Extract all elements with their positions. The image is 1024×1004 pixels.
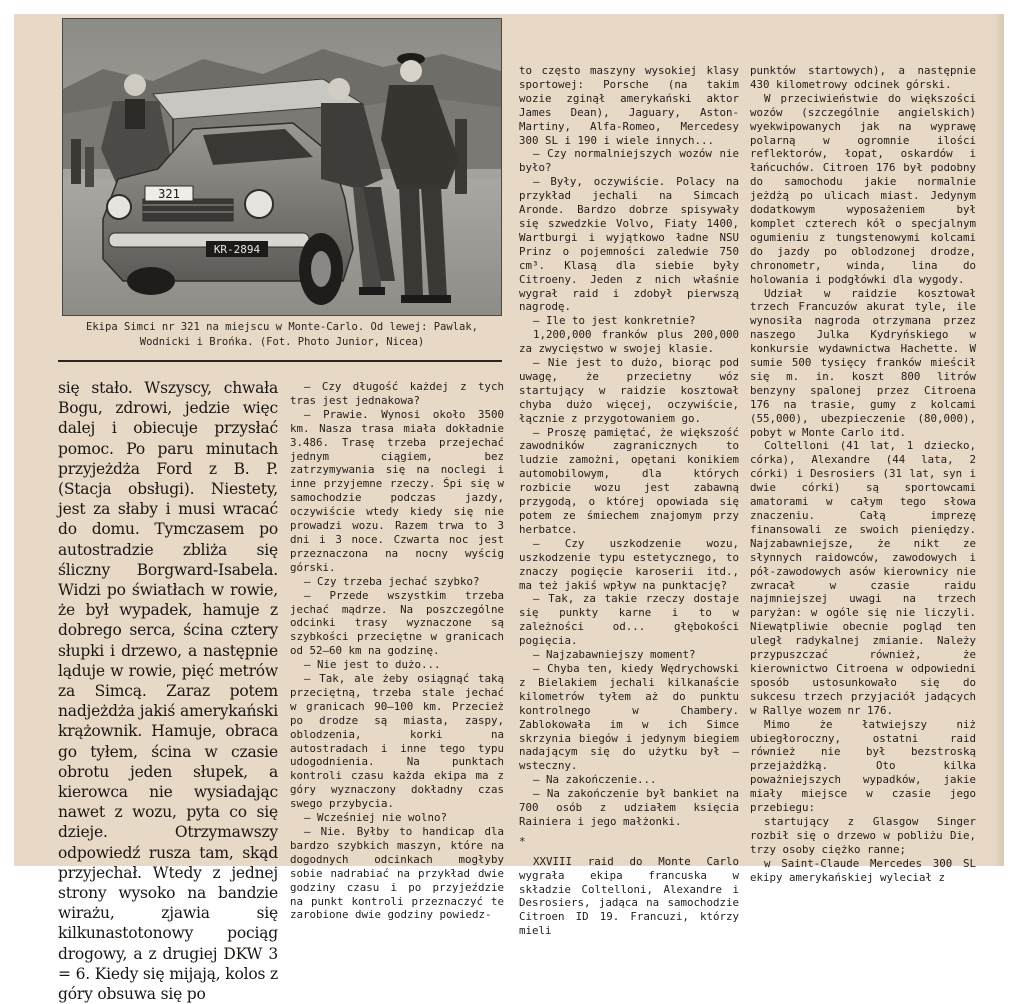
paragraph: Udział w raidzie kosztował trzech Francuzów akurat tyle, ile wynosiła nagroda otrzymana przez naszego Julka Kydryńskiego w konkursie wydawnictwa Hachette. W sumie 500 tysięcy franków mieścił się m. in. koszt 800 litrów benzyny spalonej przez Citroena 176 na trasie, gumy z kolcami (55,000), ubezpieczenie (80,000), pobyt w Monte Carlo itd. [750,286,976,439]
article-column-1 [58,378,278,1004]
photo-rally-team [62,18,502,316]
paragraph: — Tak, ale żeby osiągnąć taką przeciętną, trzeba stale jechać w granicach 90—100 km. Przecież po drodze są miasta, zaspy, oblodzenia, korki na autostradach i inne tego typu udogodnienia. Na punktach kontroli czasu każda ekipa ma z góry wyznaczony dokładny czas swego przybycia. [290,672,504,811]
paragraph: XXVIII raid do Monte Carlo wygrała ekipa francuska w składzie Coltelloni, Alexandre i Desrosiers, jadąca na samochodzie Citroen ID 19. Francuzi, którzy mieli [519,854,739,938]
photo-illustration [63,19,501,315]
paragraph: — Czy trzeba jechać szybko? [304,574,480,588]
paragraph: — Proszę pamiętać, że większość zawodników zagranicznych to ludzie zamożni, opętani konikiem automobilowym, dla których rozbicie wozu jest zabawną przygodą, o której opowiada się potem ze śmiechem znajomym przy herbatce. [519,425,739,536]
paragraph: startujący z Glasgow Singer rozbił się o drzewo w pobliżu Die, trzy osoby ciężko ranne; [750,814,976,856]
paragraph: to często maszyny wysokiej klasy sportowej: Porsche (na takim wozie zginął amerykański aktor James Dean), Jaguary, Aston-Martiny, Alfa-Romeo, Mercedesy 300 SL i 190 i wiele innych... [519,64,739,147]
paragraph: — Najzabawniejszy moment? [533,648,696,662]
paragraph: — Na zakończenie był bankiet na 700 osób z udziałem księcia Rainiera i jego małżonki. [519,787,739,828]
paragraph: W przeciwieństwie do większości wozów (szczególnie angielskich) wyekwipowanych jak na wyprawę polarną w ogromnie ilości reflektorów, łopat, oskardów i łańcuchów. Citroen 176 był podobny do samochodu jakie normalnie jeżdżą po ulicach miast. Jedynym dodatkowym wyposażeniem był komplet czterech kół o specjalnym ogumieniu z tungstenowymi kolcami do jazdy po oblodzonej drodze, chronometr, winda, lina do holowania i podgłówki dla wygody. [750,91,976,286]
paragraph: — Nie. Byłby to handicap dla bardzo szybkich maszyn, które na dogodnych odcinkach mogłyby sobie nadrabiać na przykład dwie godziny czasu i po przyjeździe na punkt kontroli przeznaczyć te zarobione dwie godziny powiedz- [290,825,504,922]
paragraph: — Przede wszystkim trzeba jechać mądrze. Na poszczególne odcinki trasy wyznaczone są szybkości przeciętne w granicach od 52—60 km na godzinę. [290,588,504,658]
paragraph: — Czy uszkodzenie wozu, uszkodzenie typu estetycznego, to znaczy pogięcie karoserii itd., ma też jakiś wpływ na punktację? [519,536,739,592]
paragraph: w Saint-Claude Mercedes 300 SL ekipy amerykańskiej wyleciał z [750,856,976,884]
paragraph: — Czy normalniejszych wozów nie było? [519,147,739,175]
paragraph: — Chyba ten, kiedy Wędrychowski z Bielakiem jechali kilkanaście kilometrów tyłem aż do punktu kontrolnego w Chambery. Zablokowała im w ich Simce skrzynia biegów i jedynym biegiem nadającym się do użytku był — wsteczny. [519,661,739,773]
photo-license-plate: KR-2894 [213,243,261,256]
paragraph: — Czy długość każdej z tych tras jest jednakowa? [290,380,504,407]
horizontal-rule [58,360,502,362]
article-column-3 [519,64,739,938]
photo-badge-number: 321 [158,187,180,201]
paragraph: — Nie jest to dużo, biorąc pod uwagę, że przecietny wóz startujący w raidzie kosztował chyba dużo więcej, oczywiście, łącznie z przygotowaniem go. [519,356,739,425]
paragraph: — Tak, za takie rzeczy dostaje się punkty karne i to w zależności od... głębokości pogięcia. [519,592,739,648]
newspaper-page [14,14,1004,1004]
paragraph: — Na zakończenie... [533,773,657,787]
paragraph: — Wcześniej nie wolno? [304,811,448,825]
paragraph: 1,200,000 franków plus 200,000 za zwycięstwo w swojej klasie. [519,328,739,356]
paragraph: — Ile to jest konkretnie? [533,314,696,328]
paragraph: punktów startowych), a następnie 430 kilometrowy odcinek górski. [750,64,976,91]
section-separator: * [519,834,526,848]
paragraph: — Nie jest to dużo... [304,658,441,672]
paragraph: Coltelloni (41 lat, 1 dziecko, córka), Alexandre (44 lata, 2 córki) i Desrosiers (31 lat, syn i dwie córki) są sportowcami amatorami w całym tego słowa znaczeniu. Całą imprezę finansowali ze swoich pieniędzy. Najzabawniejsze, że nikt ze słynnych raidowców, zawodowych i pół-zawodowych asów kierownicy nie zwracał w czasie raidu najmniejszej uwagi na trzech paryżan: w ogóle się nie liczyli. Niewątpliwie obecnie pogląd ten uległ radykalnej zmianie. Należy przypuszczać również, że kierownictwo Citroena w odpowiedni sposób ustosunkowało się do sukcesu trzech przyjaciół jadących w Rallye wozem nr 176. [750,439,976,717]
article-column-4 [750,64,976,884]
paragraph: Mimo że łatwiejszy niż ubiegłoroczny, ostatni raid również nie był bezstroską przejażdżką. Oto kilka poważniejszych wypadków, jakie miały miejsce w czasie jego przebiegu: [750,717,976,815]
article-column-2 [290,380,504,922]
paragraph: — Prawie. Wynosi około 3500 km. Nasza trasa miała dokładnie 3.486. Trasę trzeba przejechać jednym ciągiem, bez zatrzymywania się na noclegi i inne przyjemne rzeczy. Śpi się w samochodzie podczas jazdy, oczywiście wtedy kiedy się nie prowadzi wozu. Razem trwa to 3 dni i 3 noce. Czwarta noc jest przeznaczona na nocny wyścig górski. [290,407,504,574]
paragraph: się stało. Wszyscy, chwała Bogu, zdrowi, jedzie więc dalej i obiecuje przysłać pomoc. Po paru minutach przyjeżdża Ford z B. P. (Stacja obsługi). Niestety, jest za słaby i musi wracać do domu. Tymczasem po autostradzie zbliża się śliczny Borgward-Isabela. Widzi po światłach w rowie, że był wypadek, hamuje z dobrego serca, ścina cztery słupki i drzewo, a następnie ląduje w rowie, pięć metrów za Simcą. Zaraz potem nadjeżdża jakiś amerykański krążownik. Hamuje, obraca go tyłem, ścina w czasie obrotu jeden słupek, a kierowca nie wysiadając nawet z wozu, pyta co się dzieje. Otrzymawszy odpowiedź rusza tam, skąd przyjechał. Wtedy z jednej strony wysoko na bandzie wirażu, zjawia się kilkunastotonowy pociąg drogowy, a z drugiej DKW 3 = 6. Kiedy się mijają, kolos z góry obsuwa się po [58,379,278,1004]
paragraph: — Były, oczywiście. Polacy na przykład jechali na Simcach Aronde. Bardzo dobrze spisywały się szwedzkie Volvo, Fiaty 1400, Wartburgi i wyjątkowo ładne NSU Prinz o pojemności zaledwie 750 cm³. Klasą dla siebie były Citroeny. Jeden z nich właśnie wygrał raid i zdobył pierwszą nagrodę. [519,175,739,314]
photo-caption: Ekipa Simci nr 321 na miejscu w Monte-Carlo. Od lewej: Pawlak, Wodnicki i Brońka. (Fot. Photo Junior, Nicea) [86,321,478,348]
